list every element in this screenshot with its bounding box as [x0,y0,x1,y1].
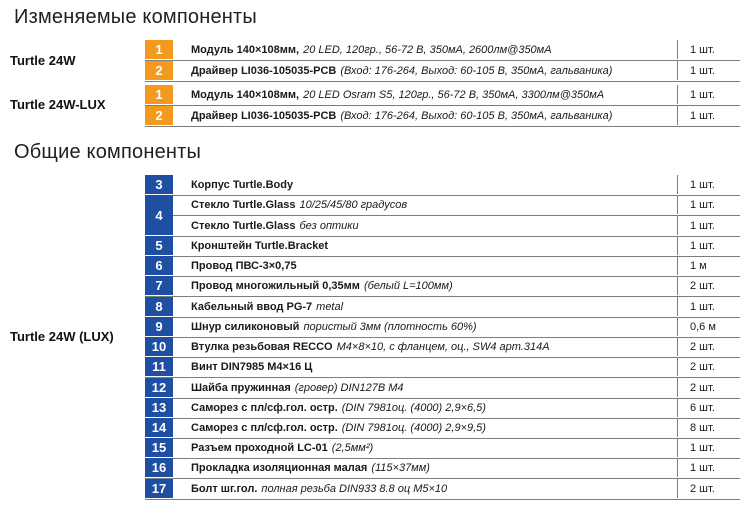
item-detail: (DIN 7981оц. (4000) 2,9×9,5) [341,421,486,434]
table-row [145,337,740,358]
item-number-badge: 7 [145,276,173,295]
item-detail: 20 LED Osram S5, 120гр., 56-72 В, 350мА, 3300лм@350мА [303,88,605,101]
item-quantity: 2 шт. [677,337,740,356]
item-quantity: 1 шт. [677,61,740,80]
item-quantity: 2 шт. [677,276,740,295]
item-name: Саморез с пл/сф.гол. остр. [191,401,338,414]
table-row [145,378,740,399]
table-row [145,40,740,61]
item-number-badge: 2 [145,61,173,80]
item-number-badge: 1 [145,85,173,104]
item-number-badge: 11 [145,357,173,376]
item-detail: пористый 3мм (плотность 60%) [303,320,477,333]
item-quantity: 6 шт. [677,398,740,417]
item-quantity: 1 шт. [677,458,740,477]
item-name: Модуль 140×108мм, [191,43,300,56]
item-number-badge: 16 [145,458,173,477]
table-row [145,479,740,500]
table-row [145,276,740,297]
table-row [145,61,740,82]
item-name: Разъем проходной LC-01 [191,441,328,454]
item-quantity: 1 шт. [677,438,740,457]
item-name: Саморез с пл/сф.гол. остр. [191,421,338,434]
product-label-turtle-24w: Turtle 24W [10,53,76,68]
item-quantity: 0,6 м [677,317,740,336]
item-number-badge: 4 [145,195,173,235]
item-quantity: 8 шт. [677,418,740,437]
item-number-badge: 17 [145,479,173,498]
table-row [145,438,740,459]
item-number-badge: 15 [145,438,173,457]
table-row [145,85,740,106]
item-number-badge: 8 [145,297,173,316]
table-row [145,357,740,378]
item-detail: (Вход: 176-264, Выход: 60-105 В, 350мА, гальваника) [340,64,613,77]
item-detail: (белый L=100мм) [363,279,453,292]
item-detail: полная резьба DIN933 8.8 оц M5×10 [261,482,448,495]
product-label-turtle-24w-lux-common: Turtle 24W (LUX) [10,329,114,344]
item-detail: 20 LED, 120гр., 56-72 В, 350мА, 2600лм@350мА [303,43,552,56]
item-quantity: 1 шт. [677,40,740,59]
item-name: Прокладка изоляционная малая [191,461,368,474]
table-row [145,418,740,439]
common-components-title: Общие компоненты [14,141,202,163]
item-name: Шнур силиконовый [191,320,300,333]
item-number-badge: 6 [145,256,173,275]
item-quantity: 1 шт. [677,297,740,316]
item-name: Шайба пружинная [191,381,291,394]
item-name: Модуль 140×108мм, [191,88,300,101]
item-detail: (2,5мм²) [331,441,374,454]
table-row [145,236,740,257]
item-detail: (гровер) DIN127B M4 [294,381,404,394]
variable-components-title: Изменяемые компоненты [14,6,257,28]
item-name: Провод ПВС-3×0,75 [191,259,297,272]
table-row [145,398,740,419]
item-number-badge: 9 [145,317,173,336]
item-quantity: 1 шт. [677,216,740,235]
table-row [145,175,740,196]
item-quantity: 2 шт. [677,357,740,376]
table-row [145,195,740,223]
item-quantity: 2 шт. [677,378,740,397]
item-name: Втулка резьбовая RECCO [191,340,333,353]
item-quantity: 1 шт. [677,106,740,125]
item-number-badge: 14 [145,418,173,437]
item-detail: (115×37мм) [371,461,430,474]
item-quantity: 1 шт. [677,195,740,214]
item-quantity: 1 м [677,256,740,275]
table-row [145,317,740,338]
item-number-badge: 10 [145,337,173,356]
item-quantity: 2 шт. [677,479,740,498]
item-detail: (Вход: 176-264, Выход: 60-105 В, 350мА, гальваника) [340,109,613,122]
table-row [145,297,740,318]
item-name: Корпус Turtle.Body [191,178,294,191]
item-number-badge: 1 [145,40,173,59]
item-number-badge: 12 [145,378,173,397]
item-detail: metal [316,300,344,313]
item-number-badge: 13 [145,398,173,417]
item-quantity: 1 шт. [677,236,740,255]
item-name: Кабельный ввод PG-7 [191,300,313,313]
item-number-badge: 2 [145,106,173,125]
item-number-badge: 3 [145,175,173,194]
table-row [145,106,740,127]
product-label-turtle-24w-lux: Turtle 24W-LUX [10,97,106,112]
item-detail: (DIN 7981оц. (4000) 2,9×6,5) [341,401,486,414]
item-quantity: 1 шт. [677,85,740,104]
item-detail: без оптики [299,219,359,232]
item-detail: 10/25/45/80 градусов [299,198,408,211]
table-row [145,458,740,479]
item-name: Драйвер LI036-105035-PCB [191,64,337,77]
item-number-badge: 5 [145,236,173,255]
item-name: Стекло Turtle.Glass [191,198,296,211]
table-row [145,216,740,237]
table-row [145,256,740,277]
item-name: Кронштейн Turtle.Bracket [191,239,329,252]
item-quantity: 1 шт. [677,175,740,194]
item-name: Драйвер LI036-105035-PCB [191,109,337,122]
item-name: Болт шг.гол. [191,482,258,495]
item-name: Стекло Turtle.Glass [191,219,296,232]
item-detail: M4×8×10, с фланцем, оц., SW4 арт.314A [336,340,550,353]
item-name: Винт DIN7985 M4×16 Ц [191,360,313,373]
item-name: Провод многожильный 0,35мм [191,279,360,292]
